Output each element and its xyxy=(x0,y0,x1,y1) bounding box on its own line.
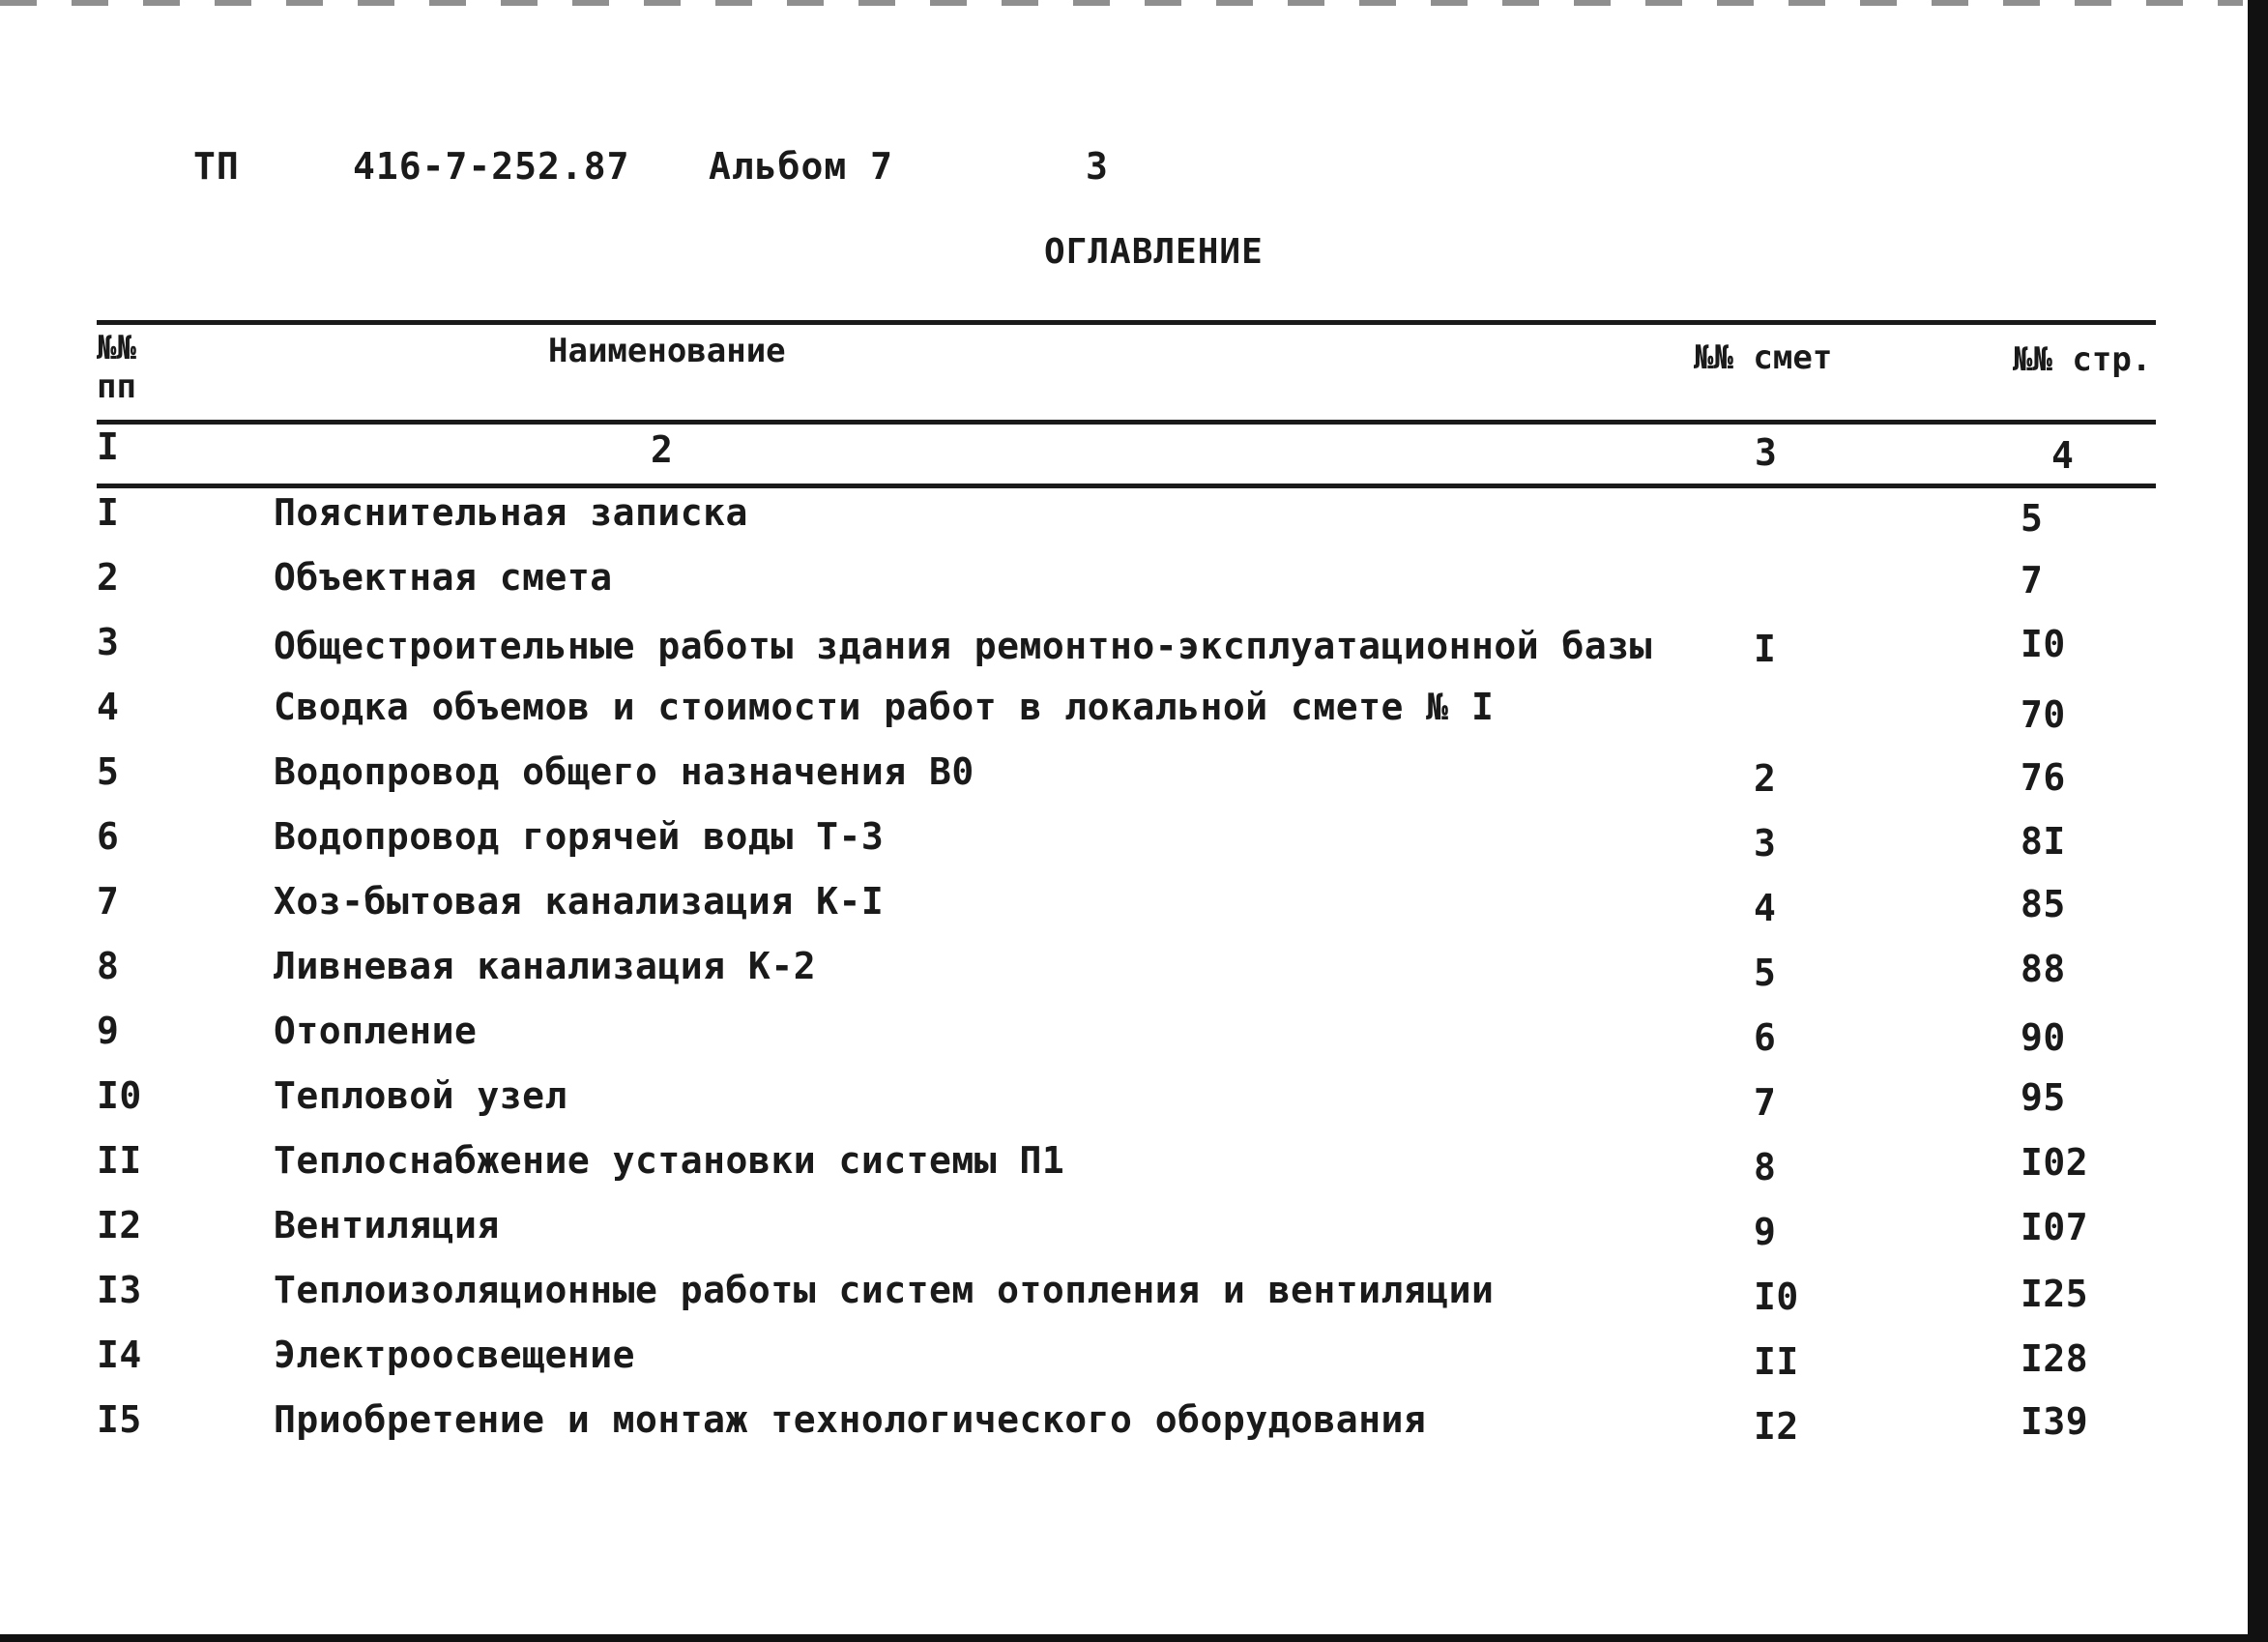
col-number-2: 2 xyxy=(651,428,673,471)
table-top-rule xyxy=(97,320,2156,325)
row-name: Водопровод общего назначения В0 xyxy=(274,750,974,793)
row-number: I0 xyxy=(97,1074,142,1117)
header-page-number: 3 xyxy=(1086,145,1109,188)
row-page: 8I xyxy=(2021,820,2066,863)
row-name: Хоз-бытовая канализация К-I xyxy=(274,880,885,923)
col-number-1: I xyxy=(97,425,119,468)
row-page: 90 xyxy=(2021,1016,2066,1059)
row-number: I3 xyxy=(97,1269,142,1311)
row-number: I4 xyxy=(97,1334,142,1376)
col-header-page: №№ стр. xyxy=(2013,340,2152,379)
row-name: Сводка объемов и стоимости работ в локальной смете № I xyxy=(274,686,1495,728)
row-number: 8 xyxy=(97,945,120,987)
row-number: 9 xyxy=(97,1010,120,1052)
scan-edge-bottom xyxy=(0,1634,2268,1642)
row-number: 3 xyxy=(97,621,120,663)
header-project-code: 416-7-252.87 xyxy=(353,145,630,188)
table-header-rule xyxy=(97,420,2156,425)
col-number-3: 3 xyxy=(1755,431,1777,474)
row-name: Отопление xyxy=(274,1010,478,1052)
row-page: 70 xyxy=(2021,693,2066,736)
row-name: Электроосвещение xyxy=(274,1334,636,1376)
row-page: I25 xyxy=(2021,1273,2089,1315)
row-name: Теплоснабжение установки системы П1 xyxy=(274,1139,1065,1182)
row-number: I5 xyxy=(97,1398,142,1441)
table-row xyxy=(0,880,2224,944)
table-row xyxy=(0,945,2224,1009)
row-estimate: 8 xyxy=(1754,1146,1777,1188)
row-name: Общестроительные работы здания ремонтно-эксплуатационной базы xyxy=(274,625,1653,667)
row-number: I xyxy=(97,491,120,534)
row-estimate: II xyxy=(1754,1340,1799,1383)
scan-top-border xyxy=(0,0,2243,6)
row-page: I02 xyxy=(2021,1141,2089,1184)
header-series: ТП xyxy=(193,145,240,188)
row-estimate: 5 xyxy=(1754,952,1777,994)
row-number: 2 xyxy=(97,556,120,599)
table-row xyxy=(0,1398,2224,1462)
row-estimate: 2 xyxy=(1754,757,1777,800)
table-row xyxy=(0,491,2224,555)
row-name: Теплоизоляционные работы систем отопления и вентиляции xyxy=(274,1269,1495,1311)
row-name: Приобретение и монтаж технологического оборудования xyxy=(274,1398,1427,1441)
table-row xyxy=(0,1010,2224,1073)
row-number: 5 xyxy=(97,750,120,793)
row-page: 88 xyxy=(2021,948,2066,990)
table-row xyxy=(0,1269,2224,1333)
row-estimate: I0 xyxy=(1754,1275,1799,1318)
row-name: Ливневая канализация К-2 xyxy=(274,945,817,987)
row-page: I0 xyxy=(2021,623,2066,665)
row-page: 95 xyxy=(2021,1076,2066,1119)
row-page: I39 xyxy=(2021,1400,2089,1443)
row-estimate: 3 xyxy=(1754,822,1777,865)
row-name: Водопровод горячей воды Т-3 xyxy=(274,815,885,858)
row-estimate: I2 xyxy=(1754,1405,1799,1448)
row-page: 7 xyxy=(2021,559,2044,601)
row-page: 5 xyxy=(2021,497,2044,540)
page-title: ОГЛАВЛЕНИЕ xyxy=(1044,232,1264,272)
row-page: I28 xyxy=(2021,1337,2089,1380)
table-row xyxy=(0,556,2224,620)
row-name: Вентиляция xyxy=(274,1204,500,1246)
table-row xyxy=(0,815,2224,879)
row-estimate: 9 xyxy=(1754,1211,1777,1253)
row-name: Тепловой узел xyxy=(274,1074,567,1117)
table-row xyxy=(0,686,2224,749)
col-header-name: Наименование xyxy=(548,332,786,370)
row-number: 6 xyxy=(97,815,120,858)
scan-edge-right xyxy=(2248,0,2268,1642)
row-estimate: I xyxy=(1754,628,1777,670)
table-row xyxy=(0,1334,2224,1397)
row-page: 85 xyxy=(2021,883,2066,925)
header-album: Альбом 7 xyxy=(709,145,894,188)
table-row xyxy=(0,621,2224,685)
table-row xyxy=(0,1139,2224,1203)
col-header-num: №№ пп xyxy=(97,329,136,406)
row-page: I07 xyxy=(2021,1206,2089,1248)
row-number: 7 xyxy=(97,880,120,923)
table-row xyxy=(0,1074,2224,1138)
row-estimate: 7 xyxy=(1754,1081,1777,1124)
row-name: Объектная смета xyxy=(274,556,613,599)
row-number: I2 xyxy=(97,1204,142,1246)
col-number-4: 4 xyxy=(2051,434,2074,477)
row-estimate: 6 xyxy=(1754,1016,1777,1059)
table-colnum-rule xyxy=(97,484,2156,488)
col-header-estimate: №№ смет xyxy=(1694,338,1833,377)
row-name: Пояснительная записка xyxy=(274,491,748,534)
row-number: 4 xyxy=(97,686,120,728)
table-row xyxy=(0,750,2224,814)
table-row xyxy=(0,1204,2224,1268)
row-estimate: 4 xyxy=(1754,887,1777,929)
row-number: II xyxy=(97,1139,142,1182)
row-page: 76 xyxy=(2021,756,2066,799)
